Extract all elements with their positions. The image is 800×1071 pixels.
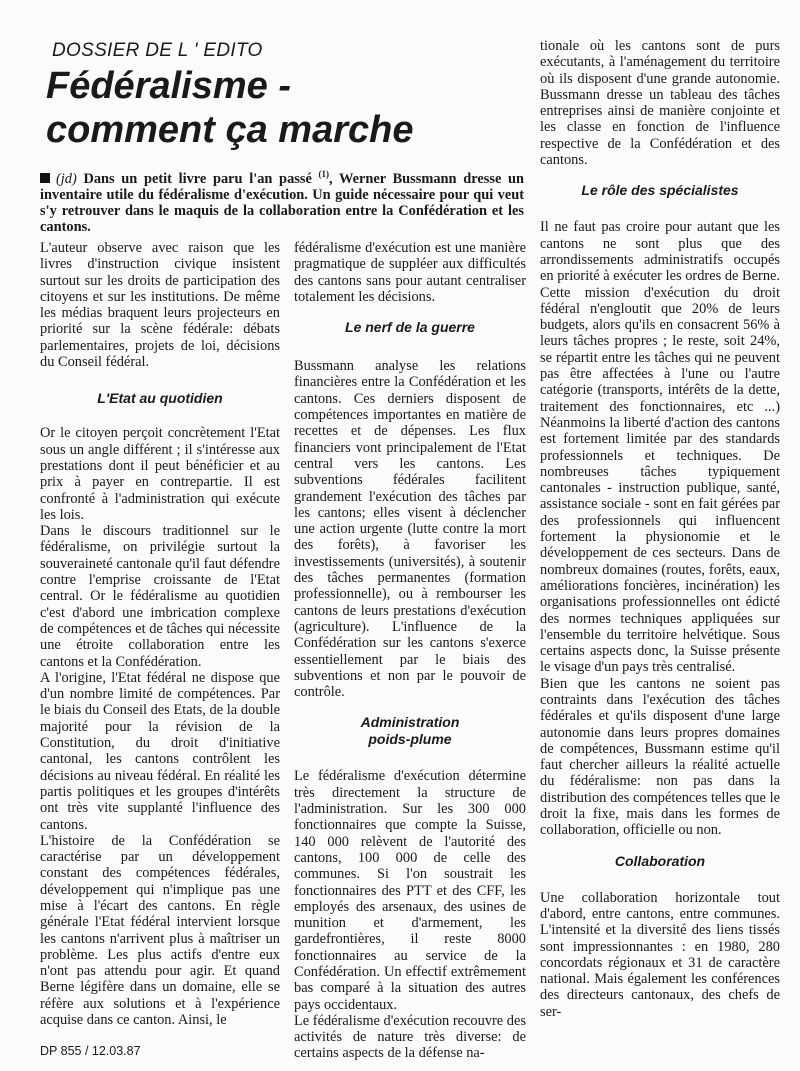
paragraph: Or le citoyen perçoit concrètement l'Etat sous un angle différent ; il s'intéresse aux prestations dont il peut bénéficier et au prix à payer en contrepartie. Il est confronté à l'administration qui exécute les lois. — [40, 425, 280, 523]
subheading-nerf-de-la-guerre: Le nerf de la guerre — [345, 319, 475, 336]
subheading-line-1: Administration — [360, 714, 460, 731]
column-1 — [40, 240, 280, 1028]
title-line-1: Fédéralisme - — [46, 65, 291, 107]
paragraph: tionale où les cantons sont de purs exécutants, à l'aménagement du territoire où ils disposent d'une grande autonomie. Bussmann dresse un tableau des tâches entreprises ainsi de manière conjointe et les classe en fonction de l'influence respective de la Confédération et des cantons. — [540, 38, 780, 169]
subheading-collaboration: Collaboration — [614, 852, 706, 869]
column-3 — [540, 38, 780, 1020]
issue-reference: DP 855 / 12.03.87 — [40, 1044, 141, 1058]
square-bullet-icon — [40, 173, 50, 183]
subheading-administration — [294, 714, 526, 748]
paragraph: Bussmann analyse les relations financières entre la Confédération et les cantons. Ces derniers disposent de compétences importantes en matière de recettes et de dépenses. Les flux financiers vont principalement de l'Etat central vers les cantons. Les subventions fédérales facilitent grandement l'exécution des tâches par les cantons; elles visent à déclencher une action urgente (lutte contre la mort des forêts), à favoriser les investissements (universités), à soutenir des tâches permanentes (formation professionnelle), ou à rembourser les cantons de leurs prestations d'exécution (agriculture). L'influence de la Confédération sur les cantons s'exerce essentiellement par le biais des subventions et non par le pouvoir de contrôle. — [294, 358, 526, 701]
subheading-etat-au-quotidien: L'Etat au quotidien — [97, 390, 223, 407]
paragraph: L'auteur observe avec raison que les livres d'instruction civique insistent surtout sur les droits de participation des citoyens et sur les institutions. De même les médias braquent leurs projecteurs en priorité sur la scène fédérale: débats parlementaires, projets de loi, décisions du Conseil fédéral. — [40, 240, 280, 371]
paragraph: Le fédéralisme d'exécution recouvre des activités de nature très diverse: de certains aspects de la défense na- — [294, 1012, 526, 1062]
paragraph: Le fédéralisme d'exécution détermine très directement la structure de l'administration. Sur les 300 000 fonctionnaires que compte la Suisse, 140 000 relèvent de l'autorité des cantons, 100 000 de celle des communes. Si l'on soustrait les fonctionnaires des PTT et des CFF, les employés des arsenaux, des usines de munition et d'armement, les gardefrontières, il reste 8000 fonctionnaires au service de la Confédération. Un effectif extrêmement bas comparé à la situation des autres pays occidentaux. — [294, 768, 526, 1013]
article-title — [46, 64, 516, 152]
author-initials: (jd) — [56, 170, 77, 187]
paragraph: Bien que les cantons ne soient pas contraints dans l'exécution des tâches fédérales et qu'ils disposent d'une large autonomie dans leurs propres domaines de compétences, Bussmann estime qu'il faut chercher ailleurs la réalité actuelle du fédéralisme: non pas dans la distribution des compétences telles que le droit la fixe, mais dans les formes de collaboration, officielle ou non. — [540, 675, 780, 839]
paragraph: fédéralisme d'exécution est une manière pragmatique de suppléer aux difficultés des cantons sans pour autant centraliser totalement les décisions. — [294, 240, 526, 305]
footnote-marker: (1) — [318, 169, 330, 179]
lead-paragraph — [40, 166, 524, 235]
paragraph: Il ne faut pas croire pour autant que les cantons ne sont plus que des arrondissements administratifs occupés en priorité à exécuter les ordres de Berne. Cette mission d'exécution du droit fédéral n'engloutit que 20% de leurs budgets, alors qu'ils en consacrent 56% à leurs tâches propres ; le reste, soit 24%, se répartit entre les tâches qui ne peuvent pas être affectées à l'une ou l'autre catégorie (transports, intérêts de la dette, traitement des fonctionnaires, etc ...) Néanmoins la liberté d'action des cantons est fortement limitée par des standards professionnels et techniques. De nombreuses tâches typiquement cantonales - instruction publique, santé, assistance sociale - sont en fait gérées par des professionnels qui influencent fortement la physionomie et le développement de ces secteurs. Dans de nombreux domaines (routes, forêts, eaux, améliorations foncières, incinération) les organisations professionnelles ont édicté des normes techniques appliquées sur l'ensemble du territoire helvétique. Sous certains aspects donc, la Suisse présente le visage d'un pays très centralisé. — [540, 219, 780, 676]
section-kicker: DOSSIER DE L ' EDITO — [52, 40, 263, 61]
lead-text-1: Dans un petit livre paru l'an passé — [83, 170, 312, 187]
paragraph: Dans le discours traditionnel sur le fédéralisme, on privilégie surtout la souveraineté cantonale qu'il faut défendre contre l'emprise croissante de l'Etat central. Or le fédéralisme au quotidien c'est d'abord une imbrication complexe de compétences et de tâches qui nécessite une étroite collaboration entre les cantons et la Confédération. — [40, 523, 280, 670]
title-line-2: comment ça marche — [46, 109, 414, 151]
paragraph: Une collaboration horizontale tout d'abord, entre cantons, entre communes. L'intensité et la diversité des liens tissés sont impressionnantes : en 1980, 280 concordats régionaux et 31 de caractère national. Mais également les conférences des directeurs cantonaux, des chefs de ser- — [540, 889, 780, 1020]
subheading-role-des-specialistes: Le rôle des spécialistes — [581, 182, 739, 199]
column-2 — [294, 240, 526, 1062]
lead-text-2: , Werner Bussmann dresse un inventaire utile du fédéralisme d'exécution. Un guide nécessaire pour qui veut s'y retrouver dans le maquis de la collaboration entre la Confédération et les cantons. — [40, 170, 524, 235]
paragraph: A l'origine, l'Etat fédéral ne dispose que d'un nombre limité de compétences. Par le biais du Conseil des Etats, de la double majorité pour la révision de la Constitution, du droit d'initiative cantonal, les cantons contrôlent les décisions au niveau fédéral. En réalité les partis politiques et les groupes d'intérêts ont très vite supplanté l'influence des cantons. — [40, 669, 280, 833]
paragraph: L'histoire de la Confédération se caractérise par un développement constant des compétences fédérales, développement qui n'implique pas une mise à l'écart des cantons. En règle générale l'Etat fédéral intervient lorsque les cantons n'arrivent plus à maîtriser un problème. Les plus actifs d'entre eux n'ont pas attendu pour agir. Et quand Berne légifère dans un domaine, elle se réfère aux solutions et à l'expérience acquise dans ce canton. Ainsi, le — [40, 832, 280, 1029]
subheading-line-2: poids-plume — [368, 731, 452, 748]
